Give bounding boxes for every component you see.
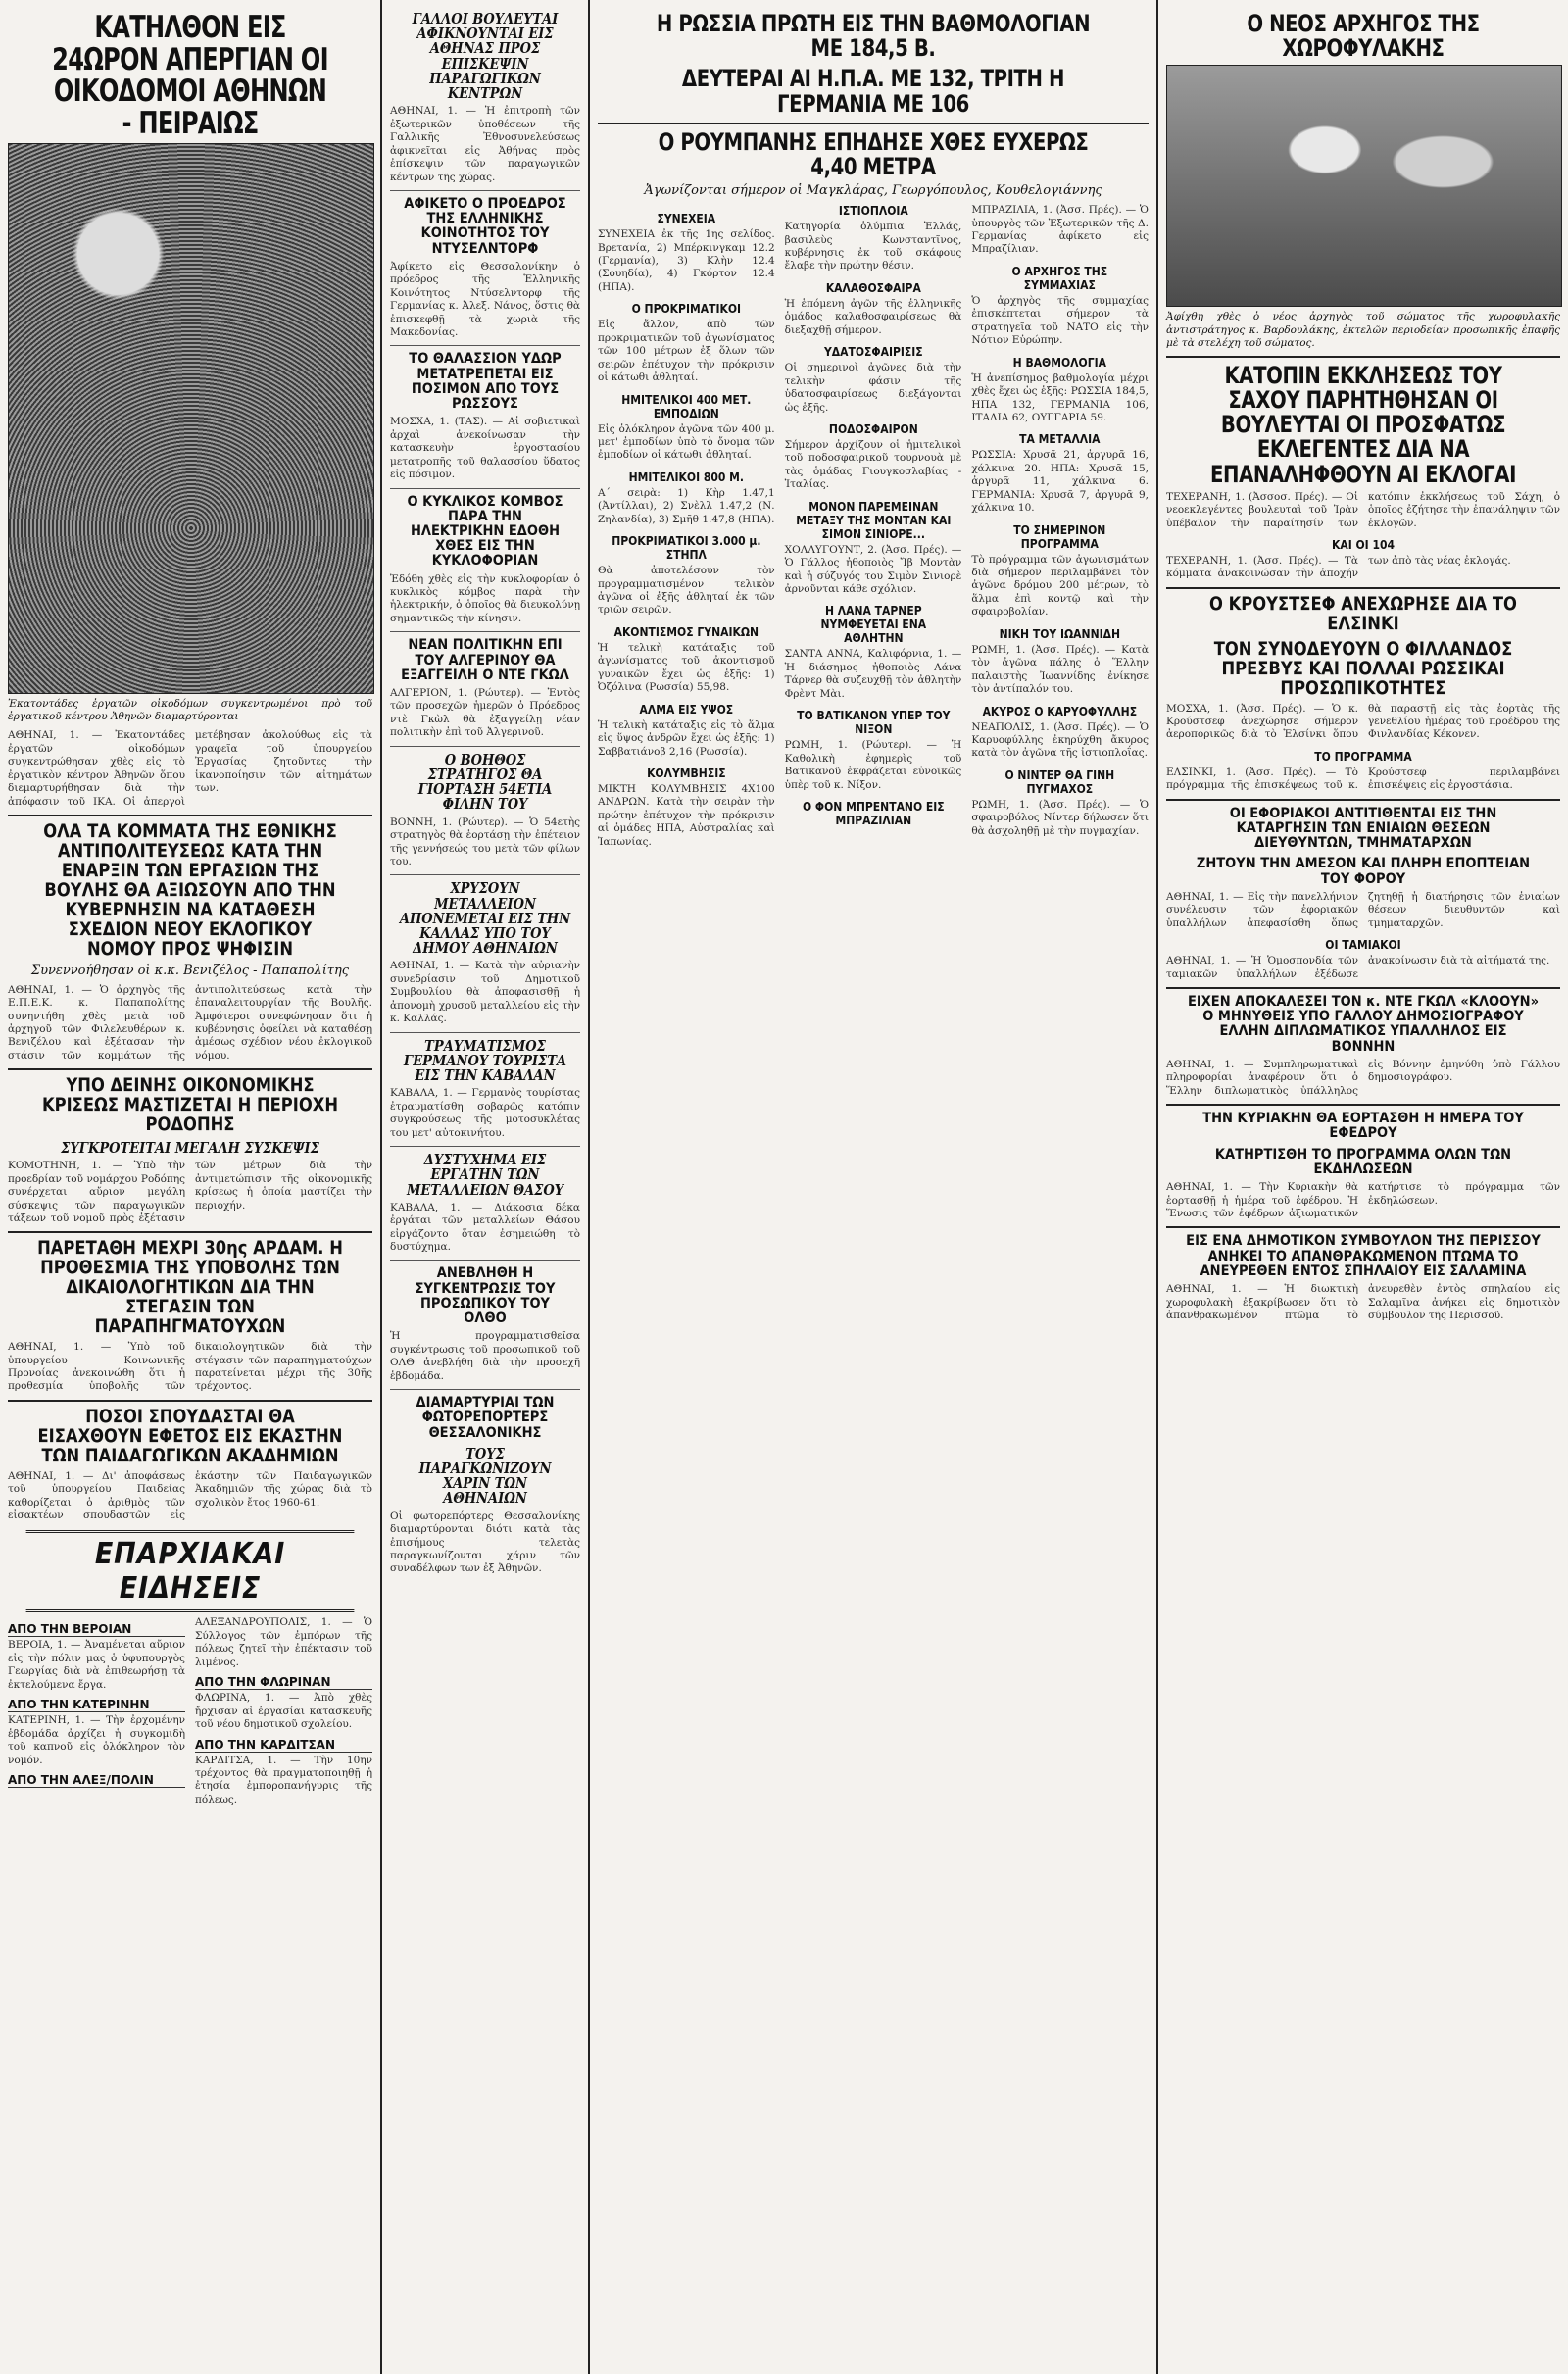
list-item bbox=[598, 393, 775, 463]
section-title: ΚΟΛΥΜΒΗΣΙΣ bbox=[647, 766, 726, 780]
divider bbox=[390, 1260, 580, 1261]
divider bbox=[1166, 587, 1560, 589]
section-title: ΑΠΟ ΤΗΝ ΚΑΡΔΙΤΣΑΝ bbox=[195, 1738, 372, 1753]
section-title: ΣΥΝΕΧΕΙΑ bbox=[657, 212, 716, 226]
article-body: ΡΩΜΗ, 1. (Ἀσσ. Πρές). — Ὁ σφαιροβόλος Νίντερ δήλωσεν ὅτι θὰ ἀσχοληθῇ μὲ τὴν πυγμαχίαν. bbox=[971, 798, 1149, 837]
article-body: ΑΘΗΝΑΙ, 1. — Τὴν Κυριακὴν θὰ ἑορτασθῇ ἡ ἡμέρα τοῦ ἐφέδρου. Ἡ Ἕνωσις τῶν ἐφέδρων ἀξιωματικῶν κατήρτισε τὸ πρόγραμμα τῶν ἐκδηλώσεων. bbox=[1166, 1181, 1560, 1219]
list-item bbox=[971, 523, 1149, 619]
list-item bbox=[971, 356, 1149, 425]
section-title: ΚΑΙ ΟΙ 104 bbox=[1331, 538, 1396, 552]
headline: ΑΝΕΒΛΗΘΗ Η ΣΥΓΚΕΝΤΡΩΣΙΣ ΤΟΥ ΠΡΟΣΩΠΙΚΟΥ ΤΟΥ ΟΛΘΟ bbox=[415, 1265, 556, 1327]
subheadline: Συνεννοήθησαν οἱ κ.κ. Βενιζέλος - Παπαπολίτης bbox=[30, 963, 350, 978]
divider bbox=[598, 123, 1149, 124]
photo-caption: Ἐκατοντάδες ἐργατῶν οἰκοδόμων συγκεντρωμένοι πρὸ τοῦ ἐργατικοῦ κέντρου Ἀθηνῶν διαμαρτύρονται bbox=[8, 698, 372, 723]
section-title: ΑΠΟ ΤΗΝ ΒΕΡΟΙΑΝ bbox=[8, 1622, 185, 1637]
section-title: ΟΙ ΤΑΜΙΑΚΟΙ bbox=[1325, 938, 1401, 953]
section-title: ΑΠΟ ΤΗΝ ΚΑΤΕΡΙΝΗΝ bbox=[8, 1698, 185, 1712]
section-title: ΚΑΛΑΘΟΣΦΑΙΡΑ bbox=[825, 280, 921, 295]
list-item bbox=[8, 1698, 185, 1767]
column-4 bbox=[1156, 0, 1568, 2374]
article-body: Τὸ πρόγραμμα τῶν ἀγωνισμάτων διὰ σήμερον περιλαμβάνει τὸν ἀγῶνα δρόμου 200 μέτρων, τὸ ἅλμα ἐπὶ κοντῷ καὶ τὴν σφαιροβολίαν. bbox=[971, 553, 1149, 618]
article-body: ΤΕΧΕΡΑΝΗ, 1. (Ἀσσ. Πρές). — Τὰ κόμματα ἀνακοινώσαν τὴν ἀποχήν των ἀπὸ τὰς νέας ἐκλογάς. bbox=[1166, 555, 1511, 580]
divider bbox=[1166, 799, 1560, 801]
divider bbox=[390, 345, 580, 346]
section-title: ΜΟΝΟΝ ΠΑΡΕΜΕΙΝΑΝ ΜΕΤΑΞΥ ΤΗΣ ΜΟΝΤΑΝ ΚΑΙ ΣΙΜΟΝ ΣΙΝΙΟΡΕ... bbox=[795, 499, 952, 541]
article-body: ΣΑΝΤΑ ΑΝΝΑ, Καλιφόρνια, 1. — Ἡ διάσημος ἠθοποιὸς Λάνα Τάρνερ θὰ συζευχθῇ τὸν ἀθλητὴν Φρὲντ Μὰι. bbox=[784, 648, 962, 700]
article-body: ΕΛΣΙΝΚΙ, 1. (Ἀσσ. Πρές). — Τὸ πρόγραμμα τῆς ἐπισκέψεως τοῦ κ. Κρούστσεφ περιλαμβάνει ἐπισκέψεις εἰς ἐργοστάσια. bbox=[1166, 766, 1560, 792]
article-body: ΧΟΛΛΥΓΟΥΝΤ, 2. (Ἀσσ. Πρές). — Ὁ Γάλλος ἠθοποιὸς Ἴβ Μοντὰν καὶ ἡ σύζυγός του Σιμὸν Σινιορὲ ἀρνοῦνται κάθε σχόλιον. bbox=[784, 543, 962, 595]
article-body: Εἰς ἄλλον, ἀπὸ τῶν προκριματικῶν τοῦ ἀγωνίσματος τῶν 100 μέτρων ἐξ ὅλων τῶν σειρῶν ἐπέτυχον τὴν πρόκρισιν οἱ κάτωθι ἀθληταί. bbox=[598, 319, 775, 384]
list-item bbox=[195, 1675, 372, 1731]
headline-police-chief: Ο ΝΕΟΣ ΑΡΧΗΓΟΣ ΤΗΣ ΧΩΡΟΦΥΛΑΚΗΣ bbox=[1247, 10, 1480, 63]
section-title: ΤΑ ΜΕΤΑΛΛΙΑ bbox=[1019, 432, 1101, 447]
article-body: ΡΩΜΗ, 1. (Ἀσσ. Πρές). — Κατὰ τὸν ἀγῶνα πάλης ὁ Ἕλλην παλαιστὴς Ἰωαννίδης ἐνίκησε τὸν ἀντίπαλόν του. bbox=[971, 643, 1149, 696]
list-item bbox=[195, 1738, 372, 1807]
divider bbox=[1166, 1104, 1560, 1106]
section-title: ΝΙΚΗ ΤΟΥ ΙΩΑΝΝΙΔΗ bbox=[999, 626, 1121, 641]
list-item bbox=[971, 265, 1149, 348]
article-body: Ἡ τελικὴ κατάταξις εἰς τὸ ἅλμα εἰς ὕψος ἀνδρῶν ἔχει ὡς ἑξῆς: 1) Σαββατιάνοβ 2,16 (Ρωσσία). bbox=[598, 718, 775, 758]
list-item bbox=[971, 768, 1149, 838]
headline: ΤΟ ΘΑΛΑΣΣΙΟΝ ΥΔΩΡ ΜΕΤΑΤΡΕΠΕΤΑΙ ΕΙΣ ΠΟΣΙΜΟΝ ΑΠΟ ΤΟΥΣ ΡΩΣΣΟΥΣ bbox=[409, 351, 562, 413]
list-item bbox=[598, 703, 775, 759]
divider bbox=[390, 1146, 580, 1147]
headline-deadline: ΠΑΡΕΤΑΘΗ ΜΕΧΡΙ 30ης ΑΡΔΑΜ. Η ΠΡΟΘΕΣΜΙΑ ΤΗΣ ΥΠΟΒΟΛΗΣ ΤΩΝ ΔΙΚΑΙΟΛΟΓΗΤΙΚΩΝ ΔΙΑ ΤΗΝ ΣΤΕΓΑΣΙΝ ΤΩΝ ΠΑΡΑΠΗΓΜΑΤΟΥΧΩΝ bbox=[37, 1237, 343, 1338]
article-body: ΑΘΗΝΑΙ, 1. — Εἰς τὴν πανελλήνιον συνέλευσιν τῶν ἐφοριακῶν ὑπαλλήλων ἀπεφασίσθη ὅπως ζητηθῇ ἡ διατήρησις τῶν ἑνιαίων θέσεων διευθυντῶν καὶ τμηματαρχῶν. bbox=[1166, 890, 1560, 929]
divider bbox=[8, 1068, 372, 1070]
headline: Ο ΚΥΚΛΙΚΟΣ ΚΟΜΒΟΣ ΠΑΡΑ ΤΗΝ ΗΛΕΚΤΡΙΚΗΝ ΕΔΟΘΗ ΧΘΕΣ ΕΙΣ ΤΗΝ ΚΥΚΛΟΦΟΡΙΑΝ bbox=[407, 493, 564, 569]
photo-caption: Ἀφίχθη χθὲς ὁ νέος ἀρχηγὸς τοῦ σώματος τῆς χωροφυλακῆς ἀντιστράτηγος κ. Βαρδουλάκης, ἐκτελῶν περιοδείαν προσωπικῆς ἐπαφῆς μὲ τὰ στελέχη τοῦ σώματος. bbox=[1166, 311, 1560, 349]
headline: ΔΥΣΤΥΧΗΜΑ ΕΙΣ ΕΡΓΑΤΗΝ ΤΩΝ ΜΕΤΑΛΛΕΙΩΝ ΘΑΣΟΥ bbox=[406, 1152, 564, 1199]
article-body: ΑΘΗΝΑΙ, 1. — Ἡ Ὁμοσπονδία τῶν ταμιακῶν ὑπαλλήλων ἐξέδωσε ἀνακοίνωσιν διὰ τὰ αἰτήματά της. bbox=[1166, 955, 1550, 980]
subheadline: ΤΟΥΣ ΠΑΡΑΓΚΩΝΙΖΟΥΝ ΧΑΡΙΝ ΤΩΝ ΑΘΗΝΑΙΩΝ bbox=[418, 1445, 552, 1508]
list-item bbox=[598, 302, 775, 384]
article-body: ΚΑΒΑΛΑ, 1. — Διάκοσια δέκα ἐργάται τῶν μεταλλείων Θάσου εἰργάζοντο ὅταν ἐσημειώθη τὸ δυστύχημα. bbox=[390, 1201, 580, 1254]
headline-de-gaulle: ΕΙΧΕΝ ΑΠΟΚΑΛΕΣΕΙ ΤΟΝ κ. ΝΤΕ ΓΚΩΛ «ΚΛΟΟΥΝ» Ο ΜΗΝΥΘΕΙΣ ΥΠΟ ΓΑΛΛΟΥ ΔΗΜΟΣΙΟΓΡΑΦΟΥ ΕΛΛΗΝ ΔΙΠΛΩΜΑΤΙΚΟΣ ΥΠΑΛΛΗΛΟΣ ΕΙΣ ΒΟΝΝΗΝ bbox=[1187, 994, 1540, 1055]
sports-sections bbox=[598, 204, 1149, 849]
article-body: ΦΛΩΡΙΝΑ, 1. — Ἀπὸ χθὲς ἤρχισαν αἱ ἐργασίαι κατασκευῆς τοῦ νέου δημοτικοῦ σχολείου. bbox=[195, 1692, 372, 1731]
headline-reservists: ΤΗΝ ΚΥΡΙΑΚΗΝ ΘΑ ΕΟΡΤΑΣΘΗ Η ΗΜΕΡΑ ΤΟΥ ΕΦΕΔΡΟΥ bbox=[1202, 1111, 1524, 1142]
article-body: Οἱ σημερινοὶ ἀγῶνες διὰ τὴν τελικὴν φάσιν τῆς ὑδατοσφαιρίσεως διεξάγονται ὡς ἑξῆς. bbox=[784, 362, 962, 414]
article-body: ΑΘΗΝΑΙ, 1. — Ἡ διωκτικὴ χωροφυλακὴ ἐξακρίβωσεν ὅτι τὸ ἀπανθρακωμένον πτῶμα τὸ ἀνευρεθὲν ἐντὸς σπηλαίου εἰς Σαλαμῖνα ἀνήκει εἰς δημοτικὸν σύμβουλον τῆς Περισσοῦ. bbox=[1166, 1283, 1560, 1321]
headline-usa-second: ΔΕΥΤΕΡΑΙ ΑΙ Η.Π.Α. ΜΕ 132, ΤΡΙΤΗ Η ΓΕΡΜΑΝΙΑ ΜΕ 106 bbox=[681, 65, 1065, 118]
section-title: ΠΡΟΚΡΙΜΑΤΙΚΟΙ 3.000 μ. ΣΤΗΠΛ bbox=[612, 534, 761, 563]
article-body: ΜΟΣΧΑ, 1. (ΤΑΣ). — Αἱ σοβιετικαὶ ἀρχαὶ ἀνεκοίνωσαν τὴν κατασκευὴν ἐργοστασίου μετατροπῆς τοῦ θαλασσίου ὕδατος εἰς πόσιμον. bbox=[390, 416, 580, 481]
list-item bbox=[785, 604, 962, 701]
headline: ΓΑΛΛΟΙ ΒΟΥΛΕΥΤΑΙ ΑΦΙΚΝΟΥΝΤΑΙ ΕΙΣ ΑΘΗΝΑΣ ΠΡΟΣ ΕΠΙΣΚΕΨΙΝ ΠΑΡΑΓΩΓΙΚΩΝ ΚΕΝΤΡΩΝ bbox=[412, 11, 559, 103]
article-body: Θὰ ἀποτελέσουν τὸν προγραμματισμένον τελικὸν ἀγῶνα οἱ ἑξῆς ἀθληταί ἐκ τῶν τριῶν σειρῶν. bbox=[598, 565, 775, 617]
headline: ΝΕΑΝ ΠΟΛΙΤΙΚΗΝ ΕΠΙ ΤΟΥ ΑΛΓΕΡΙΝΟΥ ΘΑ ΕΞΑΓΓΕΙΛΗ Ο ΝΤΕ ΓΚΩΛ bbox=[401, 637, 569, 683]
headline-salamina: ΕΙΣ ΕΝΑ ΔΗΜΟΤΙΚΟΝ ΣΥΜΒΟΥΛΟΝ ΤΗΣ ΠΕΡΙΣΣΟΥ ΑΝΗΚΕΙ ΤΟ ΑΠΑΝΘΡΑΚΩΜΕΝΟΝ ΠΤΩΜΑ ΤΟ ΑΝΕΥΡΕΘΕΝ ΕΝΤΟΣ ΣΠΗΛΑΙΟΥ ΕΙΣ ΣΑΛΑΜΙΝΑ bbox=[1186, 1233, 1541, 1279]
article-body: Ἡ ἑπόμενη ἀγῶν τῆς ἑλληνικῆς ὁμάδος καλαθοσφαιρίσεως θὰ διεξαχθῇ σήμερον. bbox=[784, 297, 962, 336]
headline-opposition: ΟΛΑ ΤΑ ΚΟΜΜΑΤΑ ΤΗΣ ΕΘΝΙΚΗΣ ΑΝΤΙΠΟΛΙΤΕΥΣΕΩΣ ΚΑΤΑ ΤΗΝ ΕΝΑΡΞΙΝ ΤΩΝ ΕΡΓΑΣΙΩΝ ΤΗΣ ΒΟΥΛΗΣ ΘΑ ΑΞΙΩΣΟΥΝ ΑΠΟ ΤΗΝ ΚΥΒΕΡΝΗΣΙΝ ΝΑ ΚΑΤΑΘΕΣΗ ΣΧΕΔΙΟΝ ΝΕΟΥ ΕΚΛΟΓΙΚΟΥ ΝΟΜΟΥ ΠΡΟΣ ΨΗΦΙΣΙΝ bbox=[43, 820, 337, 960]
article-body: ΑΘΗΝΑΙ, 1. — Ἐκατοντάδες ἐργατῶν οἰκοδόμων συγκεντρώθησαν χθὲς εἰς τὸ ἐργατικὸν κέντρον Ἀθηνῶν ὅπου διεμαρτυρήθησαν διὰ τὴν ἀπόφασιν τοῦ ΙΚΑ. Οἱ ἀπεργοὶ μετέβησαν ἀκολούθως εἰς τὰ γραφεῖα τοῦ ὑπουργείου Ἐργασίας ζητοῦντες τὴν ἱκανοποίησιν τῶν αἰτημάτων των. bbox=[8, 729, 372, 808]
article-body: ΑΘΗΝΑΙ, 1. — Συμπληρωματικαὶ πληροφορίαι ἀναφέρουν ὅτι ὁ Ἕλλην διπλωματικὸς ὑπάλληλος εἰς Βόννην ἐμηνύθη ὑπὸ Γάλλου δημοσιογράφου. bbox=[1166, 1058, 1560, 1097]
headline-khrushchev: Ο ΚΡΟΥΣΤΣΕΦ ΑΝΕΧΩΡΗΣΕ ΔΙΑ ΤΟ ΕΛΣΙΝΚΙ bbox=[1209, 592, 1517, 634]
article-body: Σήμερον ἀρχίζουν οἱ ἡμιτελικοὶ τοῦ ποδοσφαιρικοῦ τουρνουὰ μὲ τὰς ὁμάδας Γιουγκοσλαβίας - Ἰταλίας. bbox=[784, 438, 962, 491]
headline: ΧΡΥΣΟΥΝ ΜΕΤΑΛΛΕΙΟΝ ΑΠΟΝΕΜΕΤΑΙ ΕΙΣ ΤΗΝ ΚΑΛΛΑΣ ΥΠΟ ΤΟΥ ΔΗΜΟΥ ΑΘΗΝΑΙΩΝ bbox=[399, 880, 571, 958]
article-body: ΚΑΒΑΛΑ, 1. — Γερμανὸς τουρίστας ἐτραυματίσθη σοβαρῶς κατόπιν συγκρούσεως τῆς μοτοσυκλέτας του μετ' αὐτοκινήτου. bbox=[390, 1087, 580, 1139]
section-title: ΠΟΔΟΣΦΑΙΡΟΝ bbox=[828, 421, 918, 436]
divider bbox=[1166, 1226, 1560, 1228]
headline: ΑΦΙΚΕΤΟ Ο ΠΡΟΕΔΡΟΣ ΤΗΣ ΕΛΛΗΝΙΚΗΣ ΚΟΙΝΟΤΗΤΟΣ ΤΟΥ ΝΤΥΣΕΛΝΤΟΡΦ bbox=[404, 195, 566, 257]
section-title: ΗΜΙΤΕΛΙΚΟΙ 400 ΜΕΤ. ΕΜΠΟΔΙΩΝ bbox=[621, 392, 752, 420]
headline-iran-shah: ΚΑΤΟΠΙΝ ΕΚΚΛΗΣΕΩΣ ΤΟΥ ΣΑΧΟΥ ΠΑΡΗΤΗΘΗΣΑΝ ΟΙ ΒΟΥΛΕΥΤΑΙ ΟΙ ΠΡΟΣΦΑΤΩΣ ΕΚΛΕΓΕΝΤΕΣ ΔΙΑ ΝΑ ΕΠΑΝΑΛΗΦΘΟΥΝ ΑΙ ΕΚΛΟΓΑΙ bbox=[1209, 361, 1517, 488]
list-item bbox=[598, 767, 775, 849]
list-item bbox=[598, 625, 775, 695]
police-chief-photo bbox=[1166, 65, 1562, 307]
headline-tax-officers: ΟΙ ΕΦΟΡΙΑΚΟΙ ΑΝΤΙΤΙΘΕΝΤΑΙ ΕΙΣ ΤΗΝ ΚΑΤΑΡΓΗΣΙΝ ΤΩΝ ΕΝΙΑΙΩΝ ΘΕΣΕΩΝ ΔΙΕΥΘΥΝΤΩΝ, ΤΜΗΜΑΤΑΡΧΩΝ bbox=[1229, 805, 1497, 852]
list-item bbox=[971, 627, 1149, 697]
list-item bbox=[785, 500, 962, 597]
headline: Ο ΒΟΗΘΟΣ ΣΤΡΑΤΗΓΟΣ ΘΑ ΓΙΟΡΤΑΣΗ 54ΕΤΙΑ ΦΙΛΗΝ ΤΟΥ bbox=[417, 751, 553, 814]
crowd-photo bbox=[8, 143, 374, 694]
divider bbox=[390, 190, 580, 191]
headline-builders-strike: ΚΑΤΗΛΘΟΝ ΕΙΣ 24ΩΡΟΝ ΑΠΕΡΓΙΑΝ ΟΙ ΟΙΚΟΔΟΜΟΙ ΑΘΗΝΩΝ - ΠΕΙΡΑΙΩΣ bbox=[52, 10, 328, 141]
section-title: ΑΛΜΑ ΕΙΣ ΥΨΟΣ bbox=[639, 702, 734, 717]
section-title: Ο ΑΡΧΗΓΟΣ ΤΗΣ ΣΥΜΜΑΧΙΑΣ bbox=[1011, 264, 1108, 292]
section-title: ΥΔΑΤΟΣΦΑΙΡΙΣΙΣ bbox=[823, 345, 923, 360]
section-title: ΑΚΟΝΤΙΣΜΟΣ ΓΥΝΑΙΚΩΝ bbox=[613, 624, 760, 639]
article-body: ΚΑΡΔΙΤΣΑ, 1. — Τὴν 10ην τρέχοντος θὰ πραγματοποιηθῇ ἡ ἐτησία ἐμποροπανήγυρις τῆς πόλεως. bbox=[195, 1754, 372, 1805]
article-body: Εἰς ὁλόκληρον ἀγῶνα τῶν 400 μ. μετ' ἐμποδίων ὑπὸ τὸ ὄνομα τῶν ἐμποδίων οἱ κάτωθι ἀθληταί. bbox=[598, 422, 775, 462]
provincial-news bbox=[8, 1616, 372, 1806]
article-body: ΒΟΝΝΗ, 1. (Ρώυτερ). — Ὁ 54ετὴς στρατηγὸς θὰ ἑορτάσῃ τὴν ἐπέτειον τῆς γεννήσεώς του μετὰ τῶν φίλων του. bbox=[390, 816, 580, 867]
article-body: ΑΘΗΝΑΙ, 1. — Ὁ ἀρχηγὸς τῆς Ε.Π.Ε.Κ. κ. Παπαπολίτης συνηντήθη χθὲς μετὰ τοῦ ἀρχηγοῦ τῶν Φιλελευθέρων κ. Βενιζέλου καὶ ἐξέτασαν τὴν στάσιν τῶν κομμάτων τῆς ἀντιπολιτεύσεως κατὰ τὴν ἐπαναλειτουργίαν τῆς Βουλῆς. Ἀμφότεροι συνεφώνησαν ὅτι ἡ κυβέρνησις ὀφείλει νὰ καταθέσῃ ἀμέσως σχέδιον νέου ἐκλογικοῦ νόμου. bbox=[8, 983, 372, 1062]
divider bbox=[390, 746, 580, 747]
divider bbox=[390, 874, 580, 875]
article-body: Α΄ σειρὰ: 1) Κὴρ 1.47,1 (Ἀντίλλαι), 2) Σνὲλλ 1.47,2 (Ν. Ζηλανδία), 3) Σμῆθ 1.47,8 (ΗΠΑ). bbox=[598, 486, 775, 525]
article-body: ΜΟΣΧΑ, 1. (Ἀσσ. Πρές). — Ὁ κ. Κρούστσεφ ἀνεχώρησε σήμερον ἀεροπορικῶς διὰ τὸ Ἑλσίνκι ὅπου θὰ παραστῇ εἰς τὰς ἑορτὰς τῆς γενεθλίου ἡμέρας τοῦ προέδρου τῆς Φινλανδίας Κέκονεν. bbox=[1166, 702, 1560, 741]
section-title: ΤΟ ΣΗΜΕΡΙΝΟΝ ΠΡΟΓΡΑΜΜΑ bbox=[1013, 522, 1106, 551]
list-item bbox=[598, 534, 775, 618]
section-title: Η ΛΑΝΑ ΤΑΡΝΕΡ ΝΥΜΦΕΥΕΤΑΙ ΕΝΑ ΑΘΛΗΤΗΝ bbox=[820, 604, 926, 646]
article-body: Ἀφίκετο εἰς Θεσσαλονίκην ὁ πρόεδρος τῆς Ἑλληνικῆς Κοινότητος Ντύσελντορφ τῆς Γερμανίας κ. Ἀλεξ. Νάνος, ὅστις θὰ ἐπισκεφθῇ τὰ χωριὰ τῆς Μακεδονίας. bbox=[390, 260, 580, 338]
article-body: ΑΘΗΝΑΙ, 1. — Ἡ ἐπιτροπὴ τῶν ἐξωτερικῶν ὑποθέσεων τῆς Γαλλικῆς Ἐθνοσυνελεύσεως ἀφικνεῖται εἰς Ἀθήνας πρὸς ἐπίσκεψιν τῶν παραγωγικῶν κέντρων τῆς χώρας. bbox=[390, 105, 580, 183]
headline: ΤΡΑΥΜΑΤΙΣΜΟΣ ΓΕΡΜΑΝΟΥ ΤΟΥΡΙΣΤΑ ΕΙΣ ΤΗΝ ΚΑΒΑΛΑΝ bbox=[403, 1037, 567, 1085]
article-body: ΡΩΣΣΙΑ: Χρυσᾶ 21, ἀργυρᾶ 16, χάλκινα 20. ΗΠΑ: Χρυσᾶ 15, ἀργυρᾶ 11, χάλκινα 6. ΓΕΡΜΑΝΙΑ: Χρυσᾶ 7, ἀργυρᾶ 9, χάλκινα 10. bbox=[971, 449, 1149, 515]
article-body: ΑΘΗΝΑΙ, 1. — Κατὰ τὴν αὐριανὴν συνεδρίασιν τοῦ Δημοτικοῦ Συμβουλίου θὰ ἀποφασισθῇ ἡ ἀπονομὴ χρυσοῦ μεταλλείου εἰς τὴν κ. Καλλάς. bbox=[390, 960, 580, 1025]
divider bbox=[8, 1400, 372, 1402]
section-title: ΤΟ ΠΡΟΓΡΑΜΜΑ bbox=[1314, 749, 1412, 764]
subheadline: Ἀγωνίζονται σήμερον οἱ Μαγκλάρας, Γεωργόπουλος, Κουθελογιάννης bbox=[644, 183, 1102, 199]
section-title: Ο ΦΟΝ ΜΠΡΕΝΤΑΝΟ ΕΙΣ ΜΠΡΑΖΙΛΙΑΝ bbox=[802, 799, 945, 827]
section-title: ΗΜΙΤΕΛΙΚΟΙ 800 Μ. bbox=[628, 470, 745, 484]
article-body: ΝΕΑΠΟΛΙΣ, 1. (Ἀσσ. Πρές). — Ὁ Καρυοφύλλης ἐκηρύχθη ἄκυρος κατὰ τὸν ἀγῶνα τῆς ἰστιοπλοΐας. bbox=[971, 720, 1149, 760]
list-item bbox=[785, 709, 962, 792]
divider bbox=[1166, 356, 1560, 358]
headline: ΔΙΑΜΑΡΤΥΡΙΑΙ ΤΩΝ ΦΩΤΟΡΕΠΟΡΤΕΡΣ ΘΕΣΣΑΛΟΝΙΚΗΣ bbox=[416, 1395, 555, 1441]
article-body: ΑΘΗΝΑΙ, 1. — Δι' ἀποφάσεως τοῦ ὑπουργείου Παιδείας καθορίζεται ὁ ἀριθμὸς τῶν εἰσακτέων σπουδαστῶν εἰς ἑκάστην τῶν Παιδαγωγικῶν Ἀκαδημιῶν τῆς χώρας διὰ τὸ σχολικὸν ἔτος 1960-61. bbox=[8, 1469, 372, 1522]
article-body: ΒΕΡΟΙΑ, 1. — Ἀναμένεται αὔριον εἰς τὴν πόλιν μας ὁ ὑφυπουργὸς Γεωργίας διὰ νὰ ἐπιθεωρήσῃ τὰ ἐκτελούμενα ἔργα. bbox=[8, 1639, 185, 1691]
divider bbox=[390, 631, 580, 632]
list-item bbox=[785, 422, 962, 492]
article-body: ΜΠΡΑΖΙΛΙΑ, 1. (Ἀσσ. Πρές). — Ὁ ὑπουργὸς τῶν Ἐξωτερικῶν τῆς Δ. Γερμανίας ἀφίκετο εἰς Μπραζίλιαν. bbox=[971, 204, 1149, 256]
list-item bbox=[785, 345, 962, 415]
article-body: ΜΙΚΤΗ ΚΟΛΥΜΒΗΣΙΣ 4Χ100 ΑΝΔΡΩΝ. Κατὰ τὴν σειρὰν τὴν πρώτην ἐπέτυχον τὴν πρόκρισιν αἱ ὁμάδες ΗΠΑ, Αὐστραλίας καὶ Ἰαπωνίας. bbox=[598, 782, 775, 848]
headline-russia-first: Η ΡΩΣΣΙΑ ΠΡΩΤΗ ΕΙΣ ΤΗΝ ΒΑΘΜΟΛΟΓΙΑΝ ΜΕ 184,5 Β. bbox=[656, 10, 1091, 63]
divider bbox=[8, 1231, 372, 1233]
article-body: Ἡ προγραμματισθεῖσα συγκέντρωσις τοῦ προσωπικοῦ τοῦ ΟΛΘ ἀνεβλήθη διὰ τὴν προσεχῆ ἑβδομάδα. bbox=[390, 1330, 580, 1382]
headline-roubanis: Ο ΡΟΥΜΠΑΝΗΣ ΕΠΗΔΗΣΕ ΧΘΕΣ ΕΥΧΕΡΩΣ 4,40 ΜΕΤΡΑ bbox=[658, 127, 1089, 180]
section-title: Ο ΝΙΝΤΕΡ ΘΑ ΓΙΝΗ ΠΥΓΜΑΧΟΣ bbox=[1004, 767, 1115, 796]
divider bbox=[390, 1389, 580, 1390]
headline-rodopi: ΥΠΟ ΔΕΙΝΗΣ ΟΙΚΟΝΟΜΙΚΗΣ ΚΡΙΣΕΩΣ ΜΑΣΤΙΖΕΤΑΙ Η ΠΕΡΙΟΧΗ ΡΟΔΟΠΗΣ bbox=[41, 1074, 339, 1136]
provincial-news-banner: ΕΠΑΡΧΙΑΚΑΙ ΕΙΔΗΣΕΙΣ bbox=[26, 1530, 355, 1612]
column-2 bbox=[382, 0, 590, 2374]
article-body: ΑΛΓΕΡΙΟΝ, 1. (Ρώυτερ). — Ἐντὸς τῶν προσεχῶν ἡμερῶν ὁ Πρόεδρος ντὲ Γκὼλ θὰ ἐξαγγείλῃ νέαν πολιτικὴν ἐπὶ τοῦ Ἀλγερινοῦ. bbox=[390, 687, 580, 739]
article-body: Ἐδόθη χθὲς εἰς τὴν κυκλοφορίαν ὁ κυκλικὸς κόμβος παρὰ τὴν ἡλεκτρικήν, ὁ ὁποῖος θὰ διευκολύνῃ σημαντικῶς τὴν κίνησιν. bbox=[390, 572, 580, 624]
headline-students: ΠΟΣΟΙ ΣΠΟΥΔΑΣΤΑΙ ΘΑ ΕΙΣΑΧΘΟΥΝ ΕΦΕΤΟΣ ΕΙΣ ΕΚΑΣΤΗΝ ΤΩΝ ΠΑΙΔΑΓΩΓΙΚΩΝ ΑΚΑΔΗΜΙΩΝ bbox=[37, 1405, 343, 1466]
article-body: ΚΑΤΕΡΙΝΗ, 1. — Τὴν ἐρχομένην ἑβδομάδα ἀρχίζει ἡ συγκομιδὴ τοῦ καπνοῦ εἰς ὁλόκληρον τὸν νομόν. bbox=[8, 1714, 185, 1766]
article-body: ΑΘΗΝΑΙ, 1. — Ὑπὸ τοῦ ὑπουργείου Κοινωνικῆς Προνοίας ἀνεκοινώθη ὅτι ἡ προθεσμία ὑποβολῆς τῶν δικαιολογητικῶν διὰ τὴν στέγασιν τῶν παραπηγματούχων παρατείνεται μέχρι τῆς 30ῆς τρέχοντος. bbox=[8, 1341, 372, 1393]
divider bbox=[390, 1032, 580, 1033]
list-item bbox=[598, 470, 775, 526]
article-body: Ἡ τελικὴ κατάταξις τοῦ ἀγωνίσματος τοῦ ἀκοντισμοῦ γυναικῶν ἔχει ὡς ἑξῆς: 1) Ὀζόλινα (Ρωσσία) 55,98. bbox=[598, 641, 775, 694]
divider bbox=[1166, 987, 1560, 989]
section-title: ΑΠΟ ΤΗΝ ΑΛΕΞ/ΠΟΛΙΝ bbox=[8, 1773, 185, 1788]
article-body: ΚΟΜΟΤΗΝΗ, 1. — Ὑπὸ τὴν προεδρίαν τοῦ νομάρχου Ροδόπης συνέρχεται αὔριον μεγάλη σύσκεψις τῶν παραγωγικῶν τάξεων τοῦ νομοῦ πρὸς ἐξέτασιν τῶν μέτρων διὰ τὴν ἀντιμετώπισιν τῆς οἰκονομικῆς κρίσεως ἡ ὁποία μαστίζει τὴν περιοχήν. bbox=[8, 1160, 372, 1225]
article-body: Ἡ ἀνεπίσημος βαθμολογία μέχρι χθὲς ἔχει ὡς ἑξῆς: ΡΩΣΣΙΑ 184,5, ΗΠΑ 132, ΓΕΡΜΑΝΙΑ 106, ΙΤΑΛΙΑ 62, ΟΥΓΓΑΡΙΑ 59. bbox=[971, 371, 1149, 423]
article-body: ΤΕΧΕΡΑΝΗ, 1. (Ἀσσοσ. Πρές). — Οἱ νεοεκλεγέντες βουλευταὶ τοῦ Ἰρὰν ὑπέβαλον τὴν παραίτησίν των κατόπιν ἐκκλήσεως τοῦ Σάχη, ὁ ὁποῖος ἐζήτησε τὴν ἐπανάληψιν τῶν ἐκλογῶν. bbox=[1166, 490, 1560, 529]
subheadline: ΣΥΓΚΡΟΤΕΙΤΑΙ ΜΕΓΑΛΗ ΣΥΣΚΕΨΙΣ bbox=[61, 1140, 319, 1158]
section-title: ΑΠΟ ΤΗΝ ΦΛΩΡΙΝΑΝ bbox=[195, 1675, 372, 1690]
section-title: ΤΟ ΒΑΤΙΚΑΝΟΝ ΥΠΕΡ ΤΟΥ ΝΙΞΟΝ bbox=[796, 709, 951, 737]
article-body: Οἱ φωτορεπόρτερς Θεσσαλονίκης διαμαρτύρονται διότι κατὰ τὰς ἐπισήμους τελετὰς παραγκωνίζονται χάριν τῶν συναδέλφων των ἐξ Ἀθηνῶν. bbox=[390, 1509, 580, 1575]
subheadline: ΤΟΝ ΣΥΝΟΔΕΥΟΥΝ Ο ΦΙΛΛΑΝΔΟΣ ΠΡΕΣΒΥΣ ΚΑΙ ΠΟΛΛΑΙ ΡΩΣΣΙΚΑΙ ΠΡΟΣΩΠΙΚΟΤΗΤΕΣ bbox=[1213, 637, 1513, 699]
divider bbox=[390, 488, 580, 489]
subheadline: ΖΗΤΟΥΝ ΤΗΝ ΑΜΕΣΟΝ ΚΑΙ ΠΛΗΡΗ ΕΠΟΠΤΕΙΑΝ ΤΟΥ ΦΟΡΟΥ bbox=[1196, 856, 1531, 887]
article-body: ΣΥΝΕΧΕΙΑ ἐκ τῆς 1ης σελίδος. Βρετανία, 2) Μπέρκινγκαμ 12.2 (Γερμανία), 3) Κλὴν 12.4 (Σουηδία), 4) Γκόρτον 12.4 (ΗΠΑ). bbox=[598, 228, 775, 293]
article-body: Κατηγορία ὁλύμπια Ἑλλάς, βασιλεὺς Κωνσταντῖνος, κυβέρνησις ἐκ τοῦ σκάφους ἔλαβε τὴν πρώτην θέσιν. bbox=[784, 221, 962, 272]
section-title: ΑΚΥΡΟΣ Ο ΚΑΡΥΟΦΥΛΛΗΣ bbox=[982, 704, 1138, 718]
subheadline: ΚΑΤΗΡΤΙΣΘΗ ΤΟ ΠΡΟΓΡΑΜΜΑ ΟΛΩΝ ΤΩΝ ΕΚΔΗΛΩΣΕΩΝ bbox=[1214, 1146, 1512, 1177]
section-title: Η ΒΑΘΜΟΛΟΓΙΑ bbox=[1012, 355, 1107, 370]
section-title: Ο ΠΡΟΚΡΙΜΑΤΙΚΟΙ bbox=[631, 302, 742, 317]
article-body: ΡΩΜΗ, 1. (Ρώυτερ). — Ἡ Καθολικὴ ἐφημερὶς τοῦ Βατικανοῦ ἐκφράζεται εὐνοϊκῶς ὑπὲρ τοῦ κ. Νίξον. bbox=[784, 739, 962, 791]
list-item bbox=[971, 705, 1149, 761]
article-body: Ὁ ἀρχηγὸς τῆς συμμαχίας ἐπισκέπτεται σήμερον τὰ στρατηγεῖα τοῦ ΝΑΤΟ εἰς τὴν Νότιον Εὐρώπην. bbox=[971, 294, 1149, 347]
list-item bbox=[785, 281, 962, 337]
column-1 bbox=[0, 0, 382, 2374]
list-item bbox=[8, 1622, 185, 1692]
divider bbox=[8, 815, 372, 816]
list-item bbox=[785, 204, 962, 273]
article-body: ΑΛΕΞΑΝΔΡΟΥΠΟΛΙΣ, 1. — Ὁ Σύλλογος τῶν ἐμπόρων τῆς πόλεως ζητεῖ τὴν ἐπέκτασιν τοῦ λιμένος. bbox=[195, 1616, 372, 1668]
list-item bbox=[598, 212, 775, 294]
section-title: ΙΣΤΙΟΠΛΟΙΑ bbox=[838, 204, 908, 219]
list-item bbox=[971, 432, 1149, 515]
column-3-sports bbox=[590, 0, 1156, 2374]
